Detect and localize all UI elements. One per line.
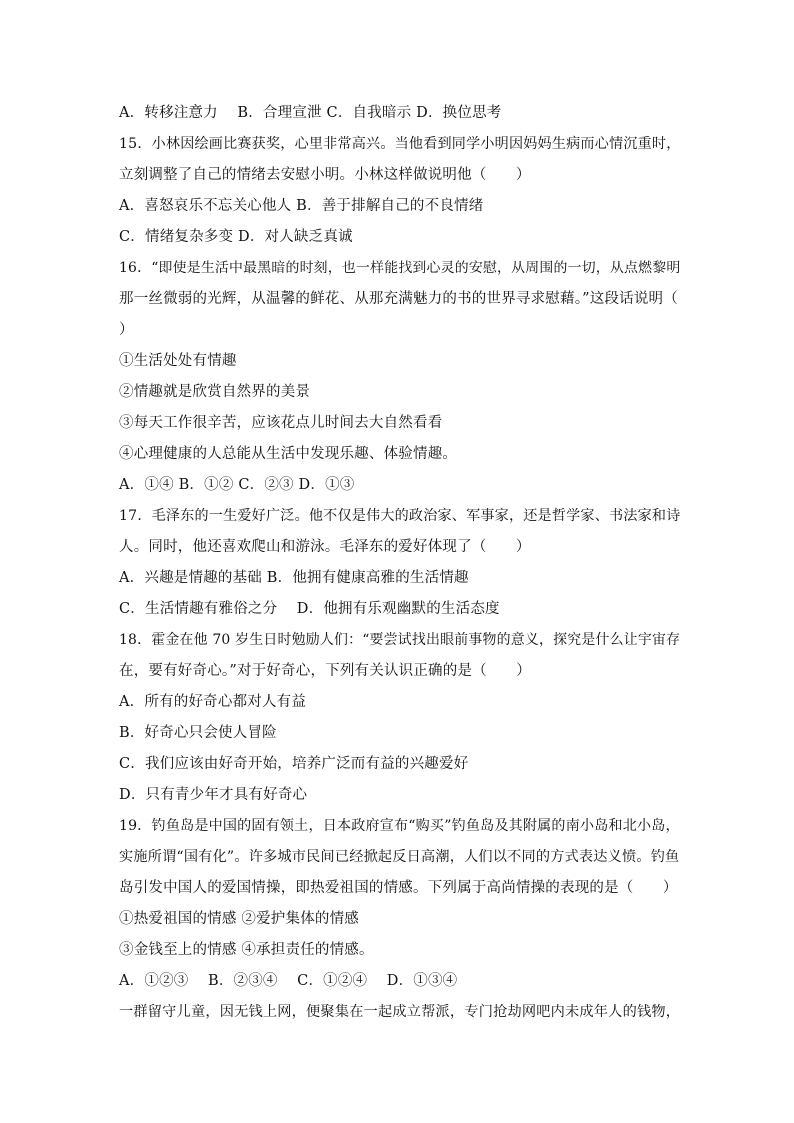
q16-options: A．①④ B．①② C．②③ D．①③ bbox=[119, 477, 355, 493]
q19-stem-line-1: 19．钓鱼岛是中国的固有领土，日本政府宣布“购买”钓鱼岛及其附属的南小岛和北小岛， bbox=[119, 818, 680, 834]
q18-stem-line-1: 18．霍金在他 70 岁生日时勉励人们：“要尝试找出眼前事物的意义，探究是什么让宇宙存 bbox=[119, 632, 681, 648]
q16-stem-line-3: ） bbox=[119, 322, 134, 338]
q17-options-cd: C．生活情趣有雅俗之分 D．他拥有乐观幽默的生活态度 bbox=[119, 601, 500, 617]
q17-stem-line-1: 17．毛泽东的一生爱好广泛。他不仅是伟大的政治家、军事家，还是哲学家、书法家和诗 bbox=[119, 508, 681, 524]
q19-statements-12: ①热爱祖国的情感 ②爱护集体的情感 bbox=[119, 911, 360, 927]
q19-statements-34: ③金钱至上的情感 ④承担责任的情感。 bbox=[119, 942, 374, 958]
q18-stem-line-2: 在，要有好奇心。”对于好奇心，下列有关认识正确的是（ ） bbox=[119, 663, 531, 679]
q16-statement-4: ④心理健康的人总能从生活中发现乐趣、体验情趣。 bbox=[119, 446, 458, 462]
q16-statement-1: ①生活处处有情趣 bbox=[119, 353, 237, 369]
q19-options: A．①②③ B．②③④ C．①②④ D．①③④ bbox=[119, 973, 458, 989]
q18-option-b: B．好奇心只会使人冒险 bbox=[119, 725, 277, 741]
q16-stem-line-1: 16．“即使是生活中最黑暗的时刻，也一样能找到心灵的安慰，从周围的一切，从点燃黎明 bbox=[119, 260, 681, 276]
q16-stem-line-2: 那一丝微弱的光辉，从温馨的鲜花、从那充满魅力的书的世界寻求慰藉。”这段话说明（ bbox=[119, 291, 678, 307]
q18-option-d: D．只有青少年才具有好奇心 bbox=[119, 787, 308, 803]
q18-option-a: A．所有的好奇心都对人有益 bbox=[119, 694, 307, 710]
q15-stem-line-2: 立刻调整了自己的情绪去安慰小明。小林这样做说明他（ ） bbox=[119, 167, 531, 183]
q19-stem-line-3: 岛引发中国人的爱国情操，即热爱祖国的情感。下列属于高尚情操的表现的是（ ） bbox=[119, 880, 678, 896]
q19-stem-line-2: 实施所谓“国有化”。许多城市民间已经掀起反日高潮，人们以不同的方式表达义愤。钓鱼 bbox=[119, 849, 680, 865]
q15-stem-line-1: 15．小林因绘画比赛获奖，心里非常高兴。当他看到同学小明因妈妈生病而心情沉重时， bbox=[119, 136, 681, 152]
q15-options-ab: A．喜怒哀乐不忘关心他人 B．善于排解自己的不良情绪 bbox=[119, 198, 484, 214]
q18-option-c: C．我们应该由好奇开始，培养广泛而有益的兴趣爱好 bbox=[119, 756, 469, 772]
q16-statement-3: ③每天工作很辛苦，应该花点儿时间去大自然看看 bbox=[119, 415, 443, 431]
q17-stem-line-2: 人。同时，他还喜欢爬山和游泳。毛泽东的爱好体现了（ ） bbox=[119, 539, 531, 555]
next-passage-line-1: 一群留守儿童，因无钱上网，便聚集在一起成立帮派，专门抢劫网吧内未成年人的钱物， bbox=[119, 1004, 681, 1020]
q17-options-ab: A．兴趣是情趣的基础 B．他拥有健康高雅的生活情趣 bbox=[119, 570, 469, 586]
q16-statement-2: ②情趣就是欣赏自然界的美景 bbox=[119, 384, 311, 400]
q15-options-cd: C．情绪复杂多变 D．对人缺乏真诚 bbox=[119, 229, 353, 245]
q14-options: A．转移注意力 B．合理宣泄 C．自我暗示 D．换位思考 bbox=[119, 105, 502, 121]
